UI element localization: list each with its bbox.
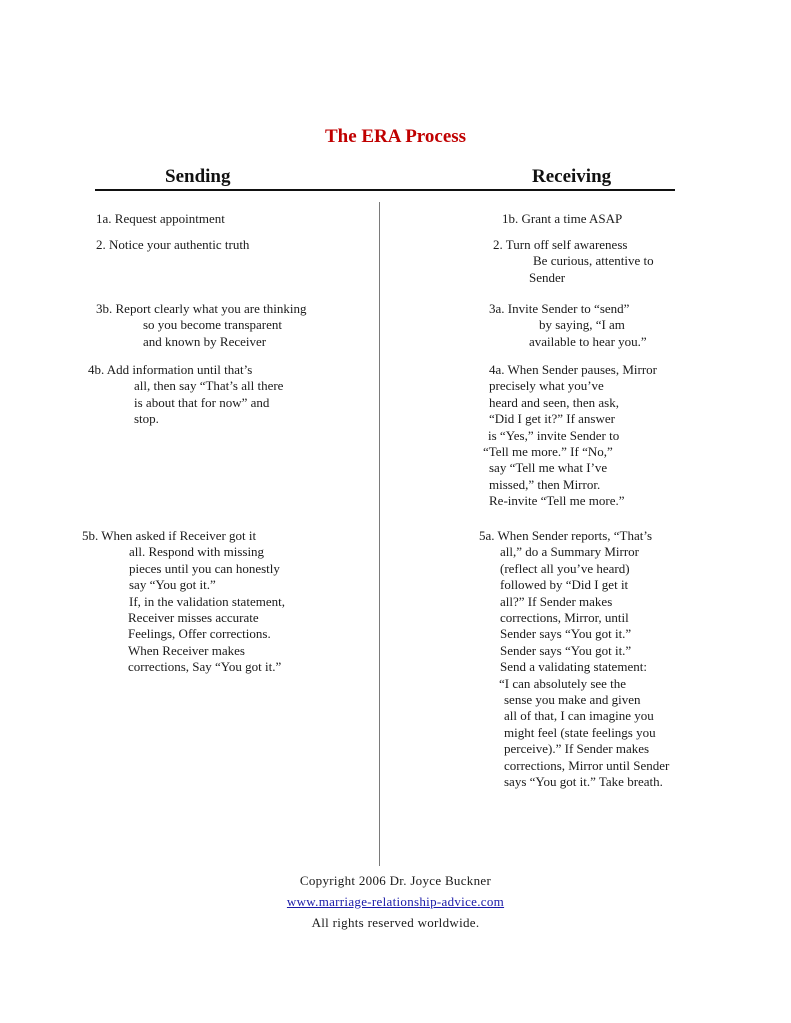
step-line: If, in the validation statement, <box>129 593 285 609</box>
step-line: stop. <box>134 411 159 427</box>
step-line: might feel (state feelings you <box>504 724 656 740</box>
step-line: When Receiver makes <box>128 642 245 658</box>
step-line: 1a. Request appointment <box>96 211 225 226</box>
step-line: all?” If Sender makes <box>500 593 613 609</box>
step-line: 2. Notice your authentic truth <box>96 237 250 252</box>
step-line: is about that for now” and <box>134 394 270 410</box>
sending-heading: Sending <box>165 166 231 187</box>
step-line: missed,” then Mirror. <box>489 476 601 492</box>
step-line: Feelings, Offer corrections. <box>128 626 271 642</box>
step-line: 5b. When asked if Receiver got it <box>82 528 257 543</box>
step-2-sending <box>96 237 249 253</box>
step-line: Be curious, attentive to <box>533 253 654 269</box>
website-link-row <box>0 894 791 910</box>
step-line: Receiver misses accurate <box>128 610 259 626</box>
step-line: “Did I get it?” If answer <box>489 411 615 427</box>
step-2-receiving <box>493 237 654 286</box>
step-line: say “Tell me what I’ve <box>489 460 608 476</box>
rights-text: All rights reserved worldwide. <box>311 915 480 930</box>
document-title: The ERA Process <box>324 126 467 147</box>
step-line: Sender <box>529 269 566 285</box>
step-line: 4b. Add information until that’s <box>88 362 253 377</box>
step-5b <box>82 528 285 676</box>
step-line: heard and seen, then ask, <box>489 394 619 410</box>
step-line: 4a. When Sender pauses, Mirror <box>489 362 657 377</box>
website-link[interactable]: www.marriage-relationship-advice.com <box>286 894 505 909</box>
step-line: 3b. Report clearly what you are thinking <box>96 301 307 316</box>
step-line: corrections, Mirror until Sender <box>504 757 670 773</box>
receiving-heading: Receiving <box>532 166 612 187</box>
step-line: Re-invite “Tell me more.” <box>489 493 625 509</box>
step-line: “I can absolutely see the <box>499 675 627 691</box>
step-line: 3a. Invite Sender to “send” <box>489 301 630 316</box>
step-line: perceive).” If Sender makes <box>504 741 650 757</box>
column-divider <box>379 202 380 866</box>
copyright-text: Copyright 2006 Dr. Joyce Buckner <box>299 873 492 888</box>
step-line: and known by Receiver <box>143 333 267 349</box>
step-line: “Tell me more.” If “No,” <box>483 444 613 460</box>
step-line: Send a validating statement: <box>500 659 647 675</box>
step-line: corrections, Mirror, until <box>500 610 629 626</box>
step-line: say “You got it.” <box>129 577 216 593</box>
step-line: by saying, “I am <box>539 317 625 333</box>
step-line: 2. Turn off self awareness <box>493 237 628 252</box>
step-4b <box>88 362 283 428</box>
step-line: all,” do a Summary Mirror <box>500 544 639 560</box>
step-line: 5a. When Sender reports, “That’s <box>479 528 653 543</box>
step-line: available to hear you.” <box>529 333 647 349</box>
step-line: pieces until you can honestly <box>129 560 280 576</box>
step-line: sense you make and given <box>504 692 641 708</box>
step-line: 1b. Grant a time ASAP <box>502 211 623 226</box>
step-line: says “You got it.” Take breath. <box>504 774 663 790</box>
step-1a <box>96 211 225 227</box>
step-line: is “Yes,” invite Sender to <box>488 427 620 443</box>
step-line: all, then say “That’s all there <box>134 378 284 394</box>
step-line: all of that, I can imagine you <box>504 708 654 724</box>
step-line: precisely what you’ve <box>489 378 604 394</box>
step-line: so you become transparent <box>143 317 282 333</box>
step-5a <box>479 528 669 791</box>
step-line: followed by “Did I get it <box>500 577 629 593</box>
step-line: Sender says “You got it.” <box>500 626 632 642</box>
step-line: all. Respond with missing <box>129 544 265 560</box>
step-line: corrections, Say “You got it.” <box>128 659 282 675</box>
step-3b <box>96 301 306 350</box>
step-1b <box>502 211 622 227</box>
heading-rule <box>95 189 675 191</box>
step-line: (reflect all you’ve heard) <box>500 560 630 576</box>
step-4a <box>483 362 657 510</box>
step-line: Sender says “You got it.” <box>500 642 632 658</box>
step-3a <box>489 301 647 350</box>
